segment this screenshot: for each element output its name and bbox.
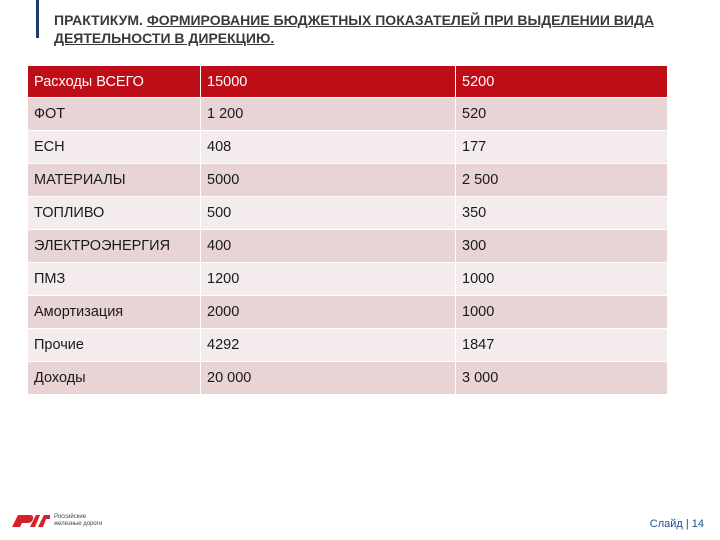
rzd-logo-icon xyxy=(10,511,52,531)
row-label: ЭЛЕКТРОЭНЕРГИЯ xyxy=(28,230,201,263)
row-value-total: 400 xyxy=(201,230,456,263)
row-label: ФОТ xyxy=(28,98,201,131)
row-label: Доходы xyxy=(28,362,201,395)
row-value-direction: 1847 xyxy=(456,329,668,362)
row-value-total: 4292 xyxy=(201,329,456,362)
slide-number: Слайд | 14 xyxy=(649,518,704,530)
slide-title xyxy=(54,11,684,47)
row-value-direction: 3 000 xyxy=(456,362,668,395)
row-label: Прочие xyxy=(28,329,201,362)
header-cell-direction: 5200 xyxy=(456,66,668,98)
row-value-direction: 177 xyxy=(456,131,668,164)
table-row xyxy=(28,197,668,230)
row-value-total: 500 xyxy=(201,197,456,230)
title-underlined-text: ФОРМИРОВАНИЕ БЮДЖЕТНЫХ ПОКАЗАТЕЛЕЙ ПРИ ВЫДЕЛЕНИИ ВИДА ДЕЯТЕЛЬНОСТИ В ДИРЕКЦИЮ. xyxy=(54,12,655,46)
rzd-logo xyxy=(10,511,130,533)
row-value-direction: 1000 xyxy=(456,263,668,296)
row-value-total: 1 200 xyxy=(201,98,456,131)
row-label: Амортизация xyxy=(28,296,201,329)
row-label: ПМЗ xyxy=(28,263,201,296)
table-header-row xyxy=(28,66,668,98)
table-row xyxy=(28,164,668,197)
row-value-direction: 350 xyxy=(456,197,668,230)
header-cell-total: 15000 xyxy=(201,66,456,98)
logo-caption xyxy=(54,514,134,528)
table-row xyxy=(28,263,668,296)
logo-caption-line2: железные дороги xyxy=(54,521,103,527)
row-value-direction: 520 xyxy=(456,98,668,131)
table-row xyxy=(28,230,668,263)
table-row xyxy=(28,362,668,395)
row-value-total: 2000 xyxy=(201,296,456,329)
table-row xyxy=(28,296,668,329)
table-row xyxy=(28,329,668,362)
row-value-total: 408 xyxy=(201,131,456,164)
row-label: МАТЕРИАЛЫ xyxy=(28,164,201,197)
table-row xyxy=(28,131,668,164)
row-label: ТОПЛИВО xyxy=(28,197,201,230)
row-value-direction: 2 500 xyxy=(456,164,668,197)
row-value-total: 1200 xyxy=(201,263,456,296)
logo-caption-line1: Российские xyxy=(54,514,87,520)
row-label: ЕСН xyxy=(28,131,201,164)
header-cell-label: Расходы ВСЕГО xyxy=(28,66,201,98)
row-value-direction: 300 xyxy=(456,230,668,263)
table-row xyxy=(28,98,668,131)
row-value-total: 5000 xyxy=(201,164,456,197)
row-value-total: 20 000 xyxy=(201,362,456,395)
title-accent-bar xyxy=(36,0,39,38)
row-value-direction: 1000 xyxy=(456,296,668,329)
title-prefix: ПРАКТИКУМ. xyxy=(54,12,147,28)
budget-table xyxy=(28,66,668,395)
